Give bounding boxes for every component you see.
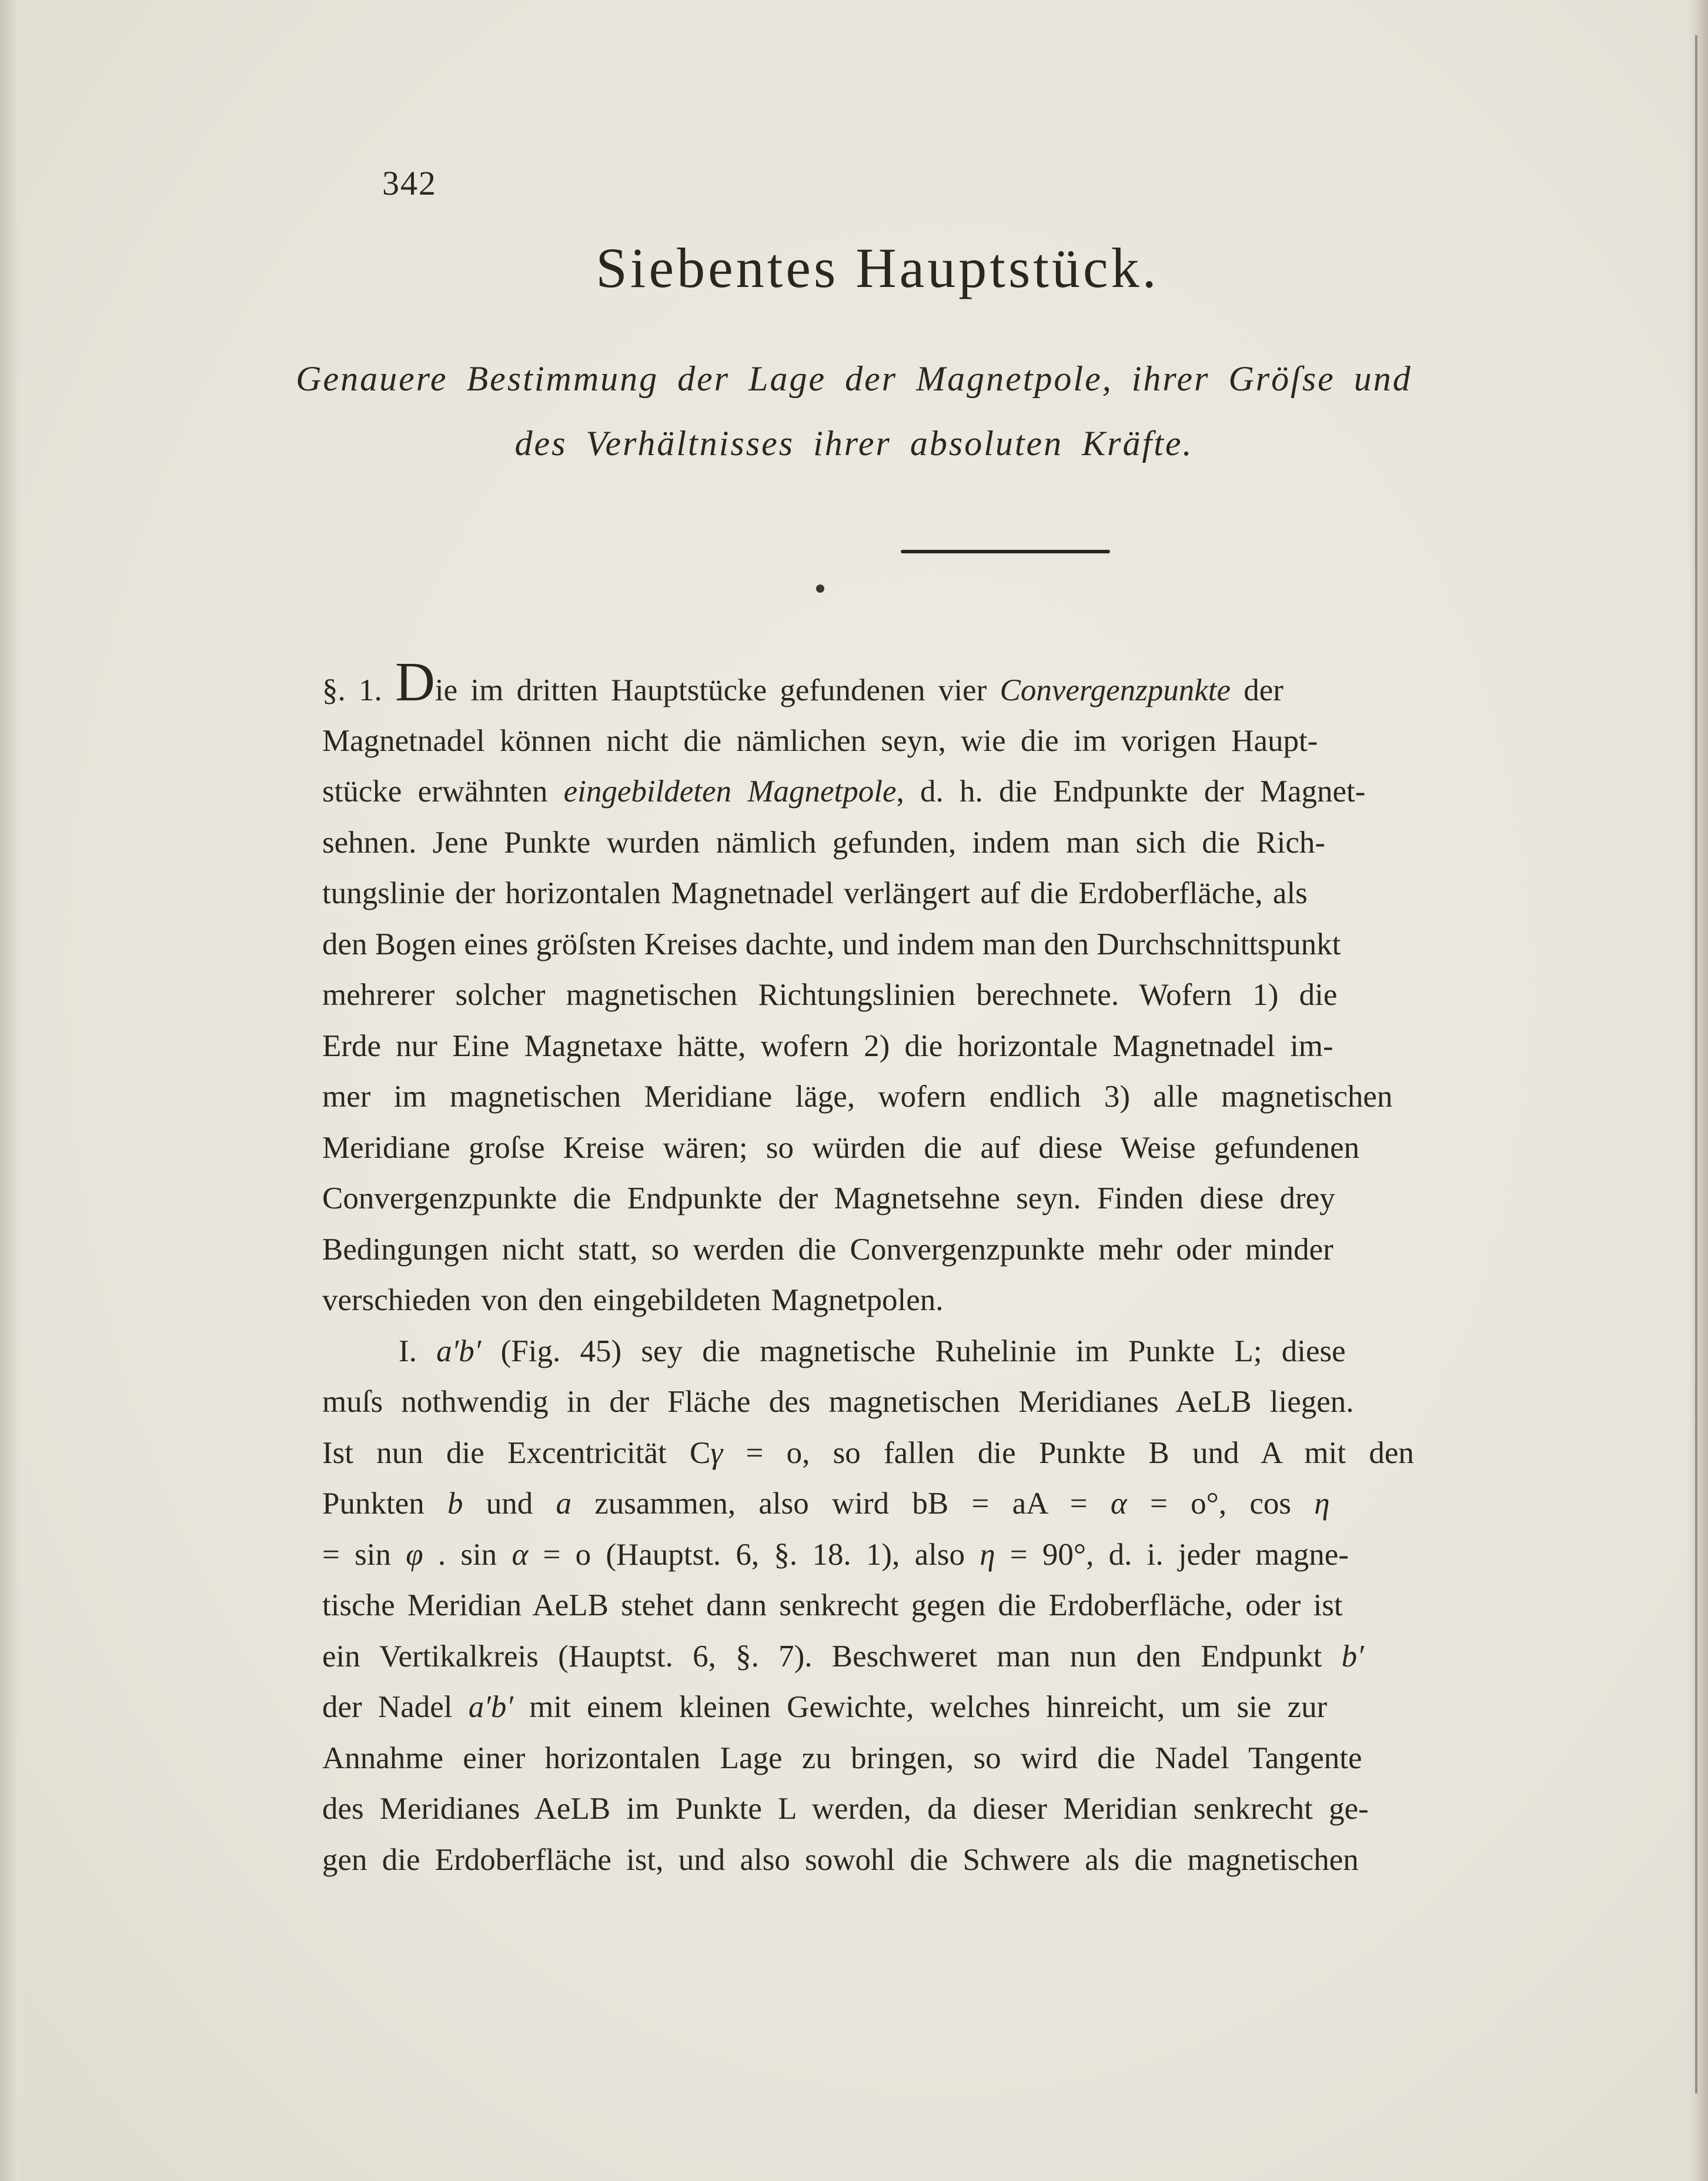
chapter-subtitle-line-1: Genauere Bestimmung der Lage der Magnetpole, ihrer Gröſse und [296,359,1412,398]
body-text [322,652,1674,1885]
ornament-rule [901,550,1110,553]
text-line: mehrerer solcher magnetischen Richtungslinien berechnete. Wofern 1) die [322,978,1338,1012]
text-line: tungslinie der horizontalen Magnetnadel verlängert auf die Erdoberfläche, als [322,876,1308,910]
text-line: mer im magnetischen Meridiane läge, wofern endlich 3) alle magnetischen [322,1080,1393,1114]
text-line: I. a′b′ (Fig. 45) sey die magnetische Ruhelinie im Punkte L; diese [399,1334,1346,1368]
ornament-dot [816,585,824,593]
chapter-title: Siebentes Hauptstück. [596,236,1159,299]
text-line: stücke erwähnten eingebildeten Magnetpole, d. h. die Endpunkte der Magnet- [322,774,1366,809]
text-line: des Meridianes AeLB im Punkte L werden, da dieser Meridian senkrecht ge- [322,1792,1369,1826]
page-right-border-line [1695,35,1697,2093]
text-line: sehnen. Jene Punkte wurden nämlich gefunden, indem man sich die Rich- [322,825,1326,860]
text-line: der Nadel a′b′ mit einem kleinen Gewichte, welches hinreicht, um sie zur [322,1690,1328,1724]
text-line: Magnetnadel können nicht die nämlichen seyn, wie die im vorigen Haupt- [322,723,1318,758]
text-line: den Bogen eines gröſsten Kreises dachte, und indem man den Durchschnittspunkt [322,927,1341,961]
chapter-subtitle-line-2: des Verhältnisses ihrer absoluten Kräfte. [514,424,1194,463]
text-line: Annahme einer horizontalen Lage zu bringen, so wird die Nadel Tangente [322,1741,1362,1775]
text-line: Convergenzpunkte die Endpunkte der Magnetsehne seyn. Finden diese drey [322,1181,1335,1215]
drop-cap: D [395,652,435,713]
text-line: Bedingungen nicht statt, so werden die Convergenzpunkte mehr oder minder [322,1232,1333,1267]
text-line: gen die Erdoberfläche ist, und also sowohl die Schwere als die magnetischen [322,1842,1359,1877]
text-line: Erde nur Eine Magnetaxe hätte, wofern 2) die horizontale Magnetnadel im- [322,1028,1333,1063]
text-line: ein Vertikalkreis (Hauptst. 6, §. 7). Beschweret man nun den Endpunkt b′ [322,1639,1364,1674]
text-line: Meridiane groſse Kreise wären; so würden die auf diese Weise gefundenen [322,1130,1360,1165]
text-line: = sin φ . sin α = o (Hauptst. 6, §. 18. 1), also η = 90°, d. i. jeder magne- [322,1537,1349,1572]
text-line: tische Meridian AeLB stehet dann senkrecht gegen die Erdoberfläche, oder ist [322,1588,1343,1622]
text-line: Punkten b und a zusammen, also wird bB = aA = α = o°, cos η [322,1487,1330,1521]
text-line: §. 1. Die im dritten Hauptstücke gefundenen vier Convergenzpunkte der [322,652,1283,713]
text-line: muſs nothwendig in der Fläche des magnetischen Meridianes AeLB liegen. [322,1385,1354,1419]
page-number: 342 [382,164,437,202]
text-line: Ist nun die Excentricität Cγ = o, so fallen die Punkte B und A mit den [322,1435,1414,1470]
page-left-edge-shadow [0,0,22,2181]
page-right-edge-shadow [1688,0,1708,2181]
text-line: verschieden von den eingebildeten Magnetpolen. [322,1283,944,1317]
